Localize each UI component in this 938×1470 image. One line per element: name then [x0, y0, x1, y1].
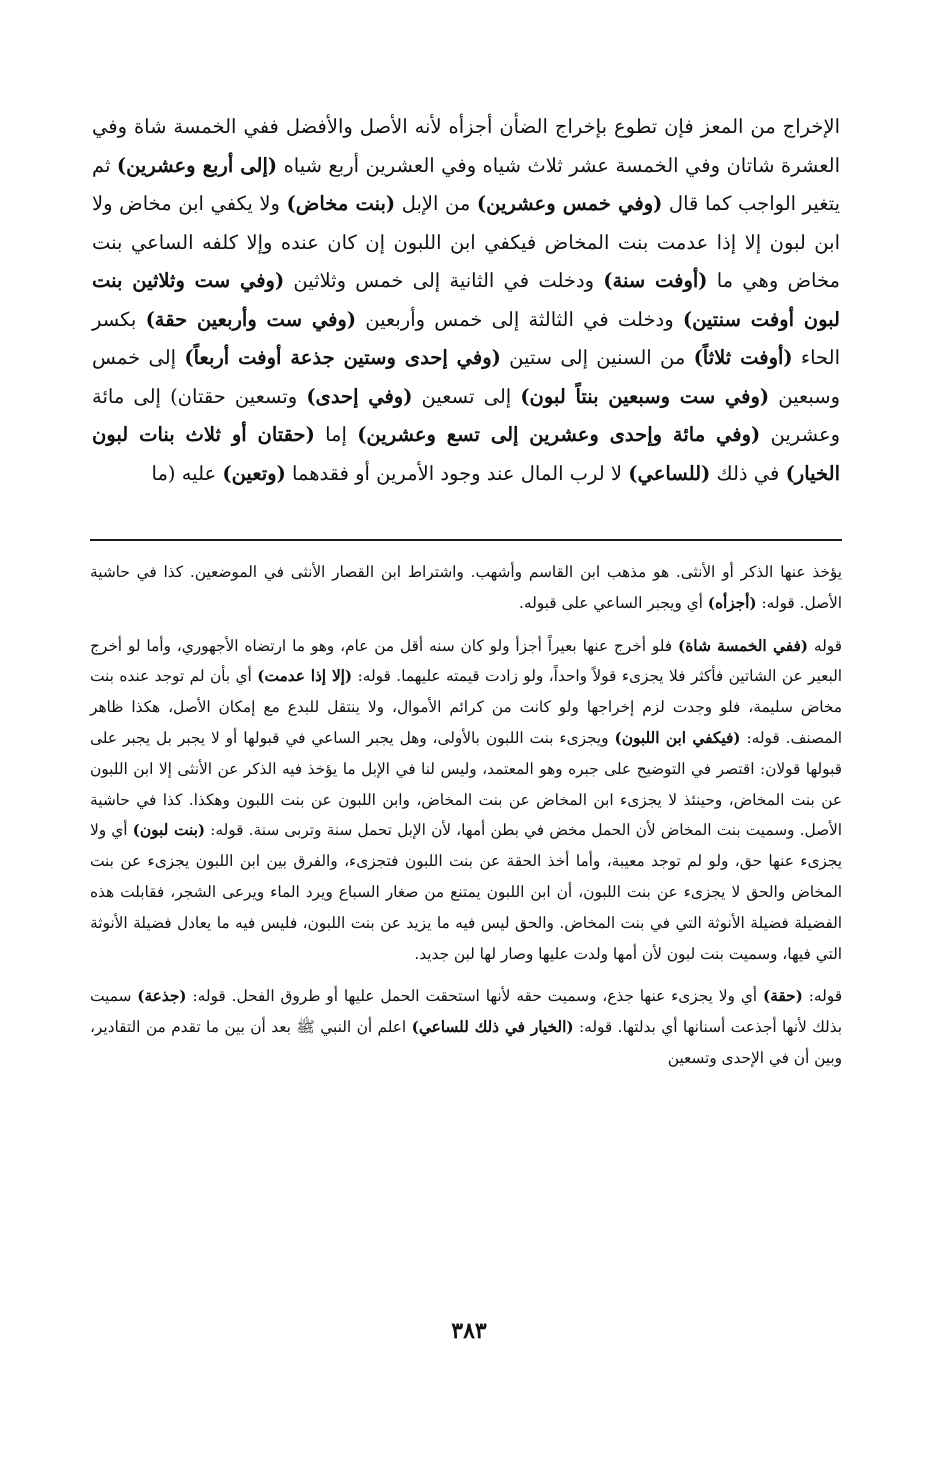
footnote-run: أي ولا يجزىء عنها حق، ولو لم توجد معيبة، وأما أخذ الحقة عن بنت اللبون فتجزىء، والفرق بين ابن اللبون يجزىء عن بنت المخاض والحق لا يجزىء عن بنت اللبون، أن ابن اللبون يمتنع من صغار السباع ويرد الماء ويرعى الشجر، فقابلت هذه الفضيلة فضيلة الأنوثة التي في بنت المخاض. والحق ليس فيه ما يزيد عن بنت اللبون، فليس فيه ما يعادل فضيلة الأنوثة التي فيها، وسميت بنت لبون لأن أمها ولدت عليها وصار لها لبن جديد. [90, 821, 842, 963]
main-text-run: عليه (ما [151, 461, 223, 485]
footnote-bold-run: (إلا إذا عدمت) [257, 667, 353, 686]
footnote-run: يؤخذ عنها الذكر أو الأنثى. هو مذهب ابن القاسم وأشهب. واشتراط ابن القصار الأنثى في الموضعين. كذا في حاشية الأصل. قوله: [90, 563, 842, 612]
footnote-divider [90, 539, 842, 541]
main-text-run: لا لرب المال عند وجود الأمرين أو فقدهما [285, 461, 629, 485]
main-text-run: الإخراج من المعز فإن تطوع بإخراج الضأن أجزأه لأنه الأصل والأفضل ففي الخمسة شاة وفي العشرة شاتان وفي الخمسة عشر ثلاث شياه وفي العشرين أربع شياه [92, 115, 841, 177]
footnote-bold-run: (ففي الخمسة شاة) [678, 636, 808, 655]
main-text-bold-run: (أوفت ثلاثاً) [693, 346, 793, 369]
main-text-run: ثم يتغير الواجب كما قال [92, 153, 841, 215]
main-text-bold-run: (للساعي) [628, 461, 711, 485]
main-text-bold-run: (بنت مخاض) [286, 192, 396, 215]
main-text-bold-run: (حقتان أو ثلاث بنات لبون الخيار) [92, 423, 840, 485]
footnote-run: اعلم أن النبي ﷺ بعد أن بين ما تقدم من التقادير، وبين أن في الإحدى وتسعين [90, 1018, 842, 1067]
footnote-run: أي ويجبر الساعي على قبوله. [519, 593, 708, 612]
main-text-run: ودخلت في الثالثة إلى خمس وأربعين [356, 307, 683, 331]
main-text-run: من الإبل [395, 192, 477, 215]
footnote-bold-run: (فيكفي ابن اللبون) [614, 728, 741, 747]
footnote-run: ويجزىء بنت اللبون بالأولى، وهل يجبر الساعي في قبولها أو لا يجبر بل يجبر على قبولها قولان: اقتصر في التوضيح على جبره وهو المعتمد، وليس لنا في الإبل ما يؤخذ فيه الذكر عن الأنثى إلا ابن اللبون عن بنت المخاض، وحينئذ لا يجزىء ابن المخاض عن بنت المخاض، وابن اللبون عن بنت اللبون وهكذا. كذا في حاشية الأصل. وسميت بنت المخاض لأن الحمل مخض في بطن أمها، لأن الإبل تحمل سنة وتربى سنة. قوله: [90, 728, 843, 840]
main-text-run: ودخلت في الثانية إلى خمس وثلاثين [284, 269, 604, 292]
footnote-run: فلو أخرج عنها بعيراً أجزأ ولو كان سنه أقل من عام، وهو ما ارتضاه الأجهوري، وأما لو أخرج البعير عن الشاتين فأكثر فلا يجزىء قولاً واحداً، ولو زادت قيمته عليهما. قوله: [90, 636, 842, 686]
footnote-bold-run: (الخيار في ذلك للساعي) [411, 1018, 574, 1037]
main-text-bold-run: (وفي ست وسبعين بنتاً لبون) [520, 384, 770, 408]
main-text-bold-run: (وفي مائة وإحدى وعشرين إلى تسع وعشرين) [357, 423, 761, 446]
main-paragraph [92, 108, 840, 493]
main-text-run: في ذلك [710, 461, 786, 485]
footnote-run: سميت بذلك لأنها أجذعت أسنانها أي بدلتها. قوله: [90, 987, 842, 1037]
main-text-bold-run: (وتعين) [222, 461, 286, 485]
footnote-bold-run: (حقة) [762, 987, 803, 1006]
main-text-run: من السنين إلى ستين [500, 346, 694, 369]
main-text-bold-run: (أوفت سنة) [603, 269, 708, 292]
main-text-bold-run: (وفي خمس وعشرين) [476, 192, 663, 215]
footnote-paragraph-2 [90, 631, 842, 970]
footnote-bold-run: (جذعة) [137, 987, 187, 1006]
main-text-run: إما [314, 423, 358, 446]
main-text-run: إلى خمس وسبعين [92, 346, 840, 408]
footnote-run: قوله: [802, 987, 843, 1006]
main-text-run: وتسعين حقتان) إلى مائة وعشرين [92, 384, 841, 446]
main-text-bold-run: (وفي إحدى) [306, 384, 413, 408]
main-text-run: بكسر الحاء [92, 307, 840, 369]
main-text-bold-run: (وفي ست وأربعين حقة) [145, 307, 357, 331]
main-text-run: إلى تسعين [412, 384, 521, 408]
footnote-bold-run: (بنت لبون) [132, 821, 206, 840]
footnote-run: أي بأن لم توجد عنده بنت مخاض سليمة، فلو وجدت لزم إخراجها ولو كانت من كرائم الأموال، ولا ينتقل للبدع مع إمكان الأصل، هكذا ظاهر المصنف. قوله: [90, 667, 842, 747]
footnote-paragraph-1 [90, 557, 842, 619]
main-text-bold-run: (وفي إحدى وستين جذعة أوفت أربعاً) [184, 346, 501, 369]
main-text [92, 108, 840, 493]
page-number: ٣٨٣ [451, 1318, 487, 1344]
main-text-bold-run: (وفي ست وثلاثين بنت لبون أوفت سنتين) [92, 269, 841, 331]
footnote-run: أي ولا يجزىء عنها جذع، وسميت حقه لأنها استحقت الحمل عليها أو طروق الفحل. قوله: [186, 987, 763, 1006]
footnote-run: قوله [808, 636, 842, 655]
footnote-paragraph-3 [90, 981, 842, 1073]
footnote-bold-run: (أجزأه) [707, 593, 757, 612]
main-text-run: ولا يكفي ابن مخاض ولا ابن لبون إلا إذا عدمت بنت المخاض فيكفي ابن اللبون إن كان عنده وإلا كلفه الساعي بنت مخاض وهي ما [92, 192, 840, 292]
footnotes [90, 557, 842, 1086]
main-text-bold-run: (إلى أربع وعشرين) [116, 153, 278, 177]
